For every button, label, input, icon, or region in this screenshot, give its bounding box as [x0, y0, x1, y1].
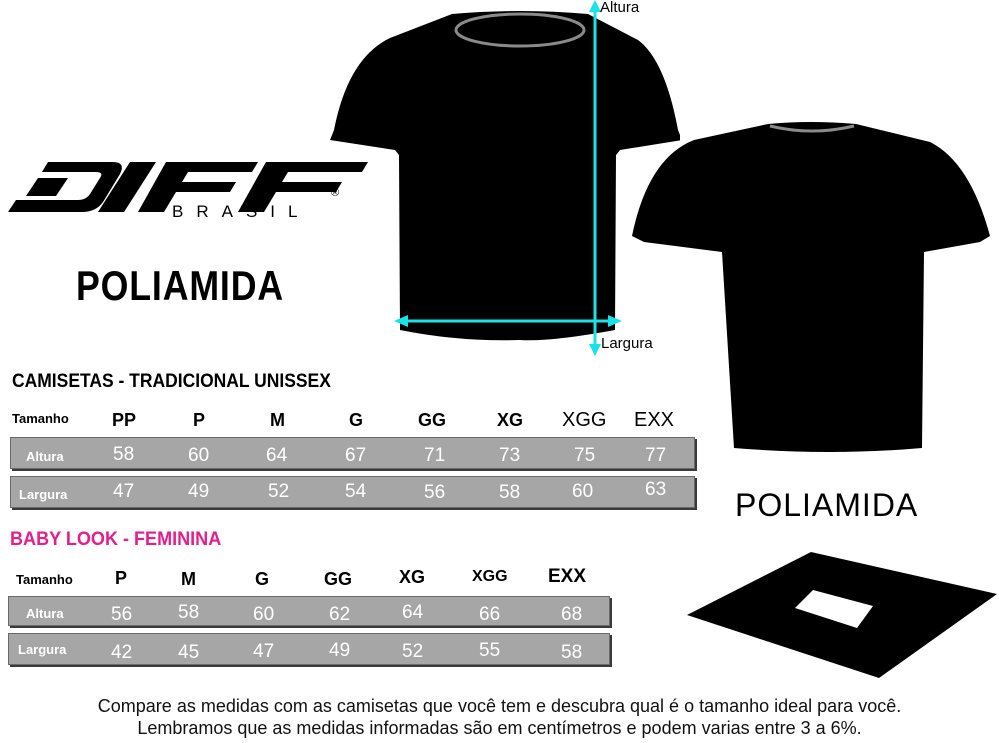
unisex-size-g: G — [349, 410, 364, 430]
unisex-width-xgg: 60 — [572, 481, 594, 502]
babylook-width-row — [8, 633, 610, 665]
babylook-height-row — [8, 596, 610, 626]
babylook-width-xgg: 55 — [479, 640, 501, 661]
unisex-width-pp: 47 — [113, 481, 135, 502]
fabric-swatch-illustration — [683, 550, 999, 680]
unisex-width-p: 49 — [188, 481, 210, 502]
unisex-height-xg: 73 — [499, 445, 521, 466]
babylook-height-gg: 62 — [329, 604, 351, 625]
unisex-width-label: Largura — [19, 487, 68, 502]
unisex-width-gg: 56 — [424, 482, 446, 503]
babylook-size-g: G — [255, 569, 270, 589]
width-label: Largura — [601, 335, 653, 352]
babylook-height-exx: 68 — [561, 604, 583, 625]
unisex-size-pp: PP — [112, 410, 137, 430]
tshirt-front-body — [330, 11, 680, 340]
tshirt-back-body — [632, 122, 990, 452]
unisex-width-exx: 63 — [645, 479, 667, 500]
babylook-width-gg: 49 — [329, 640, 351, 661]
logo-brasil-text: BRASIL — [172, 202, 311, 221]
unisex-size-gg: GG — [418, 410, 447, 430]
babylook-size-xg: XG — [399, 567, 426, 587]
product-name-left: POLIAMIDA — [76, 262, 284, 309]
babylook-table-title: BABY LOOK - FEMININA — [10, 529, 222, 550]
babylook-size-xgg: XGG — [472, 568, 508, 585]
babylook-size-label: Tamanho — [16, 572, 73, 587]
unisex-height-label: Altura — [26, 449, 64, 464]
babylook-width-g: 47 — [253, 641, 275, 662]
babylook-size-p: P — [115, 568, 128, 588]
babylook-width-p: 42 — [111, 642, 133, 663]
unisex-width-m: 52 — [268, 481, 290, 502]
unisex-height-pp: 58 — [113, 444, 135, 465]
tshirt-front-collar — [456, 14, 584, 46]
unisex-height-g: 67 — [345, 445, 367, 466]
registered-mark: ® — [331, 187, 340, 199]
babylook-height-label: Altura — [26, 606, 64, 621]
unisex-size-xg: XG — [497, 410, 524, 430]
unisex-height-gg: 71 — [424, 445, 446, 466]
tshirt-front-illustration — [320, 0, 680, 360]
height-label: Altura — [600, 0, 640, 16]
unisex-height-p: 60 — [188, 445, 210, 466]
babylook-size-gg: GG — [324, 569, 353, 589]
babylook-size-exx: EXX — [548, 566, 587, 587]
unisex-size-p: P — [193, 410, 206, 430]
babylook-width-m: 45 — [178, 642, 200, 663]
babylook-width-label: Largura — [18, 642, 67, 657]
unisex-table-title: CAMISETAS - TRADICIONAL UNISSEX — [12, 371, 331, 392]
unisex-width-xg: 58 — [499, 482, 521, 503]
babylook-height-p: 56 — [111, 604, 133, 625]
product-name-right: POLIAMIDA — [735, 487, 919, 523]
babylook-width-exx: 58 — [561, 642, 583, 663]
unisex-size-m: M — [270, 410, 285, 430]
babylook-size-m: M — [181, 569, 196, 589]
unisex-width-g: 54 — [345, 481, 367, 502]
babylook-height-xg: 64 — [402, 602, 424, 623]
babylook-height-m: 58 — [178, 602, 200, 623]
footer-line-1: Compare as medidas com as camisetas que você tem e descubra qual é o tamanho ideal para você. — [97, 696, 902, 716]
babylook-height-xgg: 66 — [479, 604, 501, 625]
babylook-width-xg: 52 — [402, 641, 424, 662]
unisex-size-label: Tamanho — [12, 411, 69, 426]
tshirt-back-illustration — [630, 118, 992, 458]
unisex-size-exx: EXX — [634, 409, 675, 431]
unisex-height-exx: 77 — [645, 445, 667, 466]
footer-line-2: Lembramos que as medidas informadas são em centímetros e podem varias entre 3 a 6%. — [137, 718, 862, 738]
unisex-size-xgg: XGG — [562, 409, 607, 431]
unisex-height-m: 64 — [266, 445, 288, 466]
babylook-height-g: 60 — [253, 604, 275, 625]
unisex-height-xgg: 75 — [574, 445, 596, 466]
